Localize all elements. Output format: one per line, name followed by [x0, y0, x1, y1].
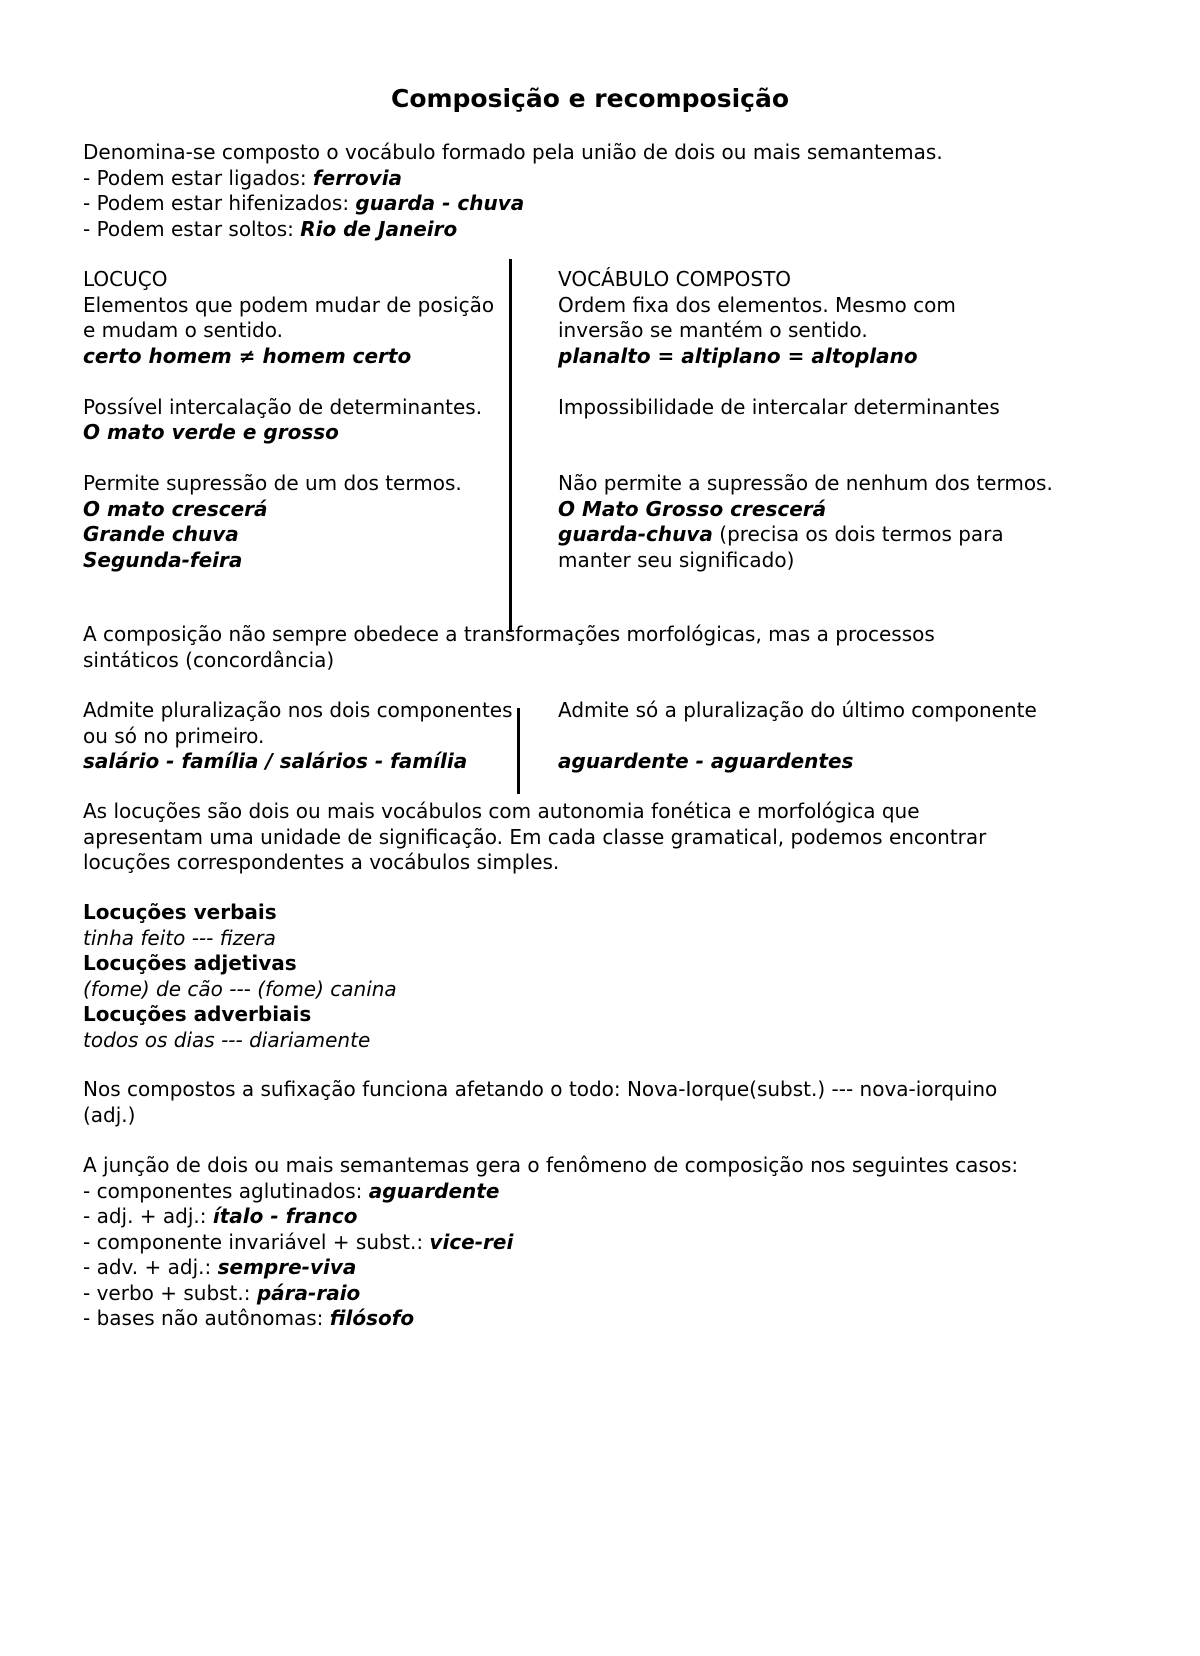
locucao-type-heading: Locuções adjetivas [83, 951, 297, 975]
locucao-type-heading: Locuções adverbiais [83, 1002, 312, 1026]
plural-left-line: Admite pluralização nos dois componentes [83, 698, 513, 722]
intro-item-prefix: - Podem estar hifenizados: [83, 191, 356, 215]
locucao-column [83, 267, 494, 573]
juncao-item [83, 1230, 1018, 1256]
vocabulo-row3-example2-rest: (precisa os dois termos para [712, 522, 1004, 546]
composition-note-line: A composição não sempre obedece a transformações morfológicas, mas a processos [83, 622, 935, 646]
locucao-row2-text: Possível intercalação de determinantes. [83, 394, 483, 419]
plural-divider [517, 708, 520, 794]
intro-item-example: ferrovia [312, 165, 403, 190]
locucoes-list [83, 900, 397, 1053]
vocabulo-row3-example2-line2: manter seu significado) [558, 547, 795, 572]
juncao-item [83, 1204, 1018, 1230]
juncao-item [83, 1255, 1018, 1281]
vocabulo-heading: VOCÁBULO COMPOSTO [558, 267, 792, 291]
plural-left-example: salário - família / salários - família [83, 749, 468, 773]
juncao-item-prefix: - verbo + subst.: [83, 1280, 257, 1305]
juncao-item-prefix: - bases não autônomas: [83, 1306, 330, 1330]
juncao-item [83, 1306, 1018, 1332]
locucao-type-example: tinha feito --- fizera [83, 925, 276, 950]
plural-right-example [558, 749, 1037, 775]
composition-note [83, 622, 935, 673]
vocabulo-composto-column [558, 267, 1053, 573]
locucao-type-example: (fome) de cão --- (fome) canina [83, 976, 397, 1001]
vocabulo-row2-text: Impossibilidade de intercalar determinantes [558, 394, 1000, 419]
juncao-section [83, 1153, 1018, 1332]
juncao-item-prefix: - adv. + adj.: [83, 1255, 218, 1279]
locucao-type-heading: Locuções verbais [83, 900, 277, 924]
locucao-type-example: todos os dias --- diariamente [83, 1027, 371, 1052]
plural-right [558, 698, 1037, 775]
column-divider [509, 259, 512, 632]
vocabulo-row3-text: Não permite a supressão de nenhum dos termos. [558, 471, 1053, 495]
vocabulo-row1-line: inversão se mantém o sentido. [558, 318, 868, 342]
locucao-row1-line: e mudam o sentido. [83, 318, 283, 342]
intro-definition: Denomina-se composto o vocábulo formado pela união de dois ou mais semantemas. [83, 140, 943, 164]
juncao-item-prefix: - componente invariável + subst.: [83, 1229, 430, 1254]
intro-item-example: guarda - chuva [355, 191, 525, 215]
juncao-item-example: filósofo [329, 1306, 415, 1330]
locucao-row3-text: Permite supressão de um dos termos. [83, 471, 462, 495]
juncao-item-prefix: - adj. + adj.: [83, 1204, 213, 1228]
locucao-row1-line: Elementos que podem mudar de posição [83, 292, 495, 317]
locucoes-paragraph [83, 799, 986, 876]
plural-left-line: ou só no primeiro. [83, 723, 265, 748]
locucao-row3-example: Segunda-feira [83, 547, 243, 572]
composition-note-line: sintáticos (concordância) [83, 647, 335, 672]
sufixacao-paragraph [83, 1077, 997, 1128]
locucao-row3-example: O mato crescerá [83, 496, 268, 521]
vocabulo-row1-line: Ordem fixa dos elementos. Mesmo com [558, 292, 956, 317]
locucao-heading: LOCUÇO [83, 267, 168, 291]
juncao-item [83, 1281, 1018, 1307]
sufixacao-line: (adj.) [83, 1102, 136, 1127]
page-title: Composição e recomposição [390, 84, 790, 113]
juncao-item-example: vice-rei [429, 1229, 514, 1254]
juncao-item-example: aguardente [368, 1178, 500, 1203]
locucao-row3-example: Grande chuva [83, 522, 239, 546]
locucoes-paragraph-line: locuções correspondentes a vocábulos simples. [83, 850, 560, 874]
vocabulo-row3-example2-bold: guarda-chuva [558, 522, 713, 546]
vocabulo-row3-example: O Mato Grosso crescerá [558, 496, 827, 521]
intro-item [83, 191, 943, 217]
intro-item [83, 217, 943, 243]
juncao-item-example: sempre-viva [217, 1255, 357, 1279]
intro-section [83, 140, 943, 242]
vocabulo-row1-example: planalto = altiplano = altoplano [558, 343, 918, 368]
intro-item-prefix: - Podem estar ligados: [83, 165, 313, 190]
vocabulo-row3-example2 [558, 522, 1053, 548]
sufixacao-line: Nos compostos a sufixação funciona afetando o todo: Nova-Iorque(subst.) --- nova-iorquino [83, 1077, 998, 1101]
intro-item [83, 166, 943, 192]
locucao-row2-example: O mato verde e grosso [83, 420, 339, 444]
intro-item-prefix: - Podem estar soltos: [83, 216, 301, 241]
plural-left [83, 698, 513, 775]
juncao-intro: A junção de dois ou mais semantemas gera o fenômeno de composição nos seguintes casos: [83, 1153, 1019, 1177]
plural-right-example-text: aguardente - aguardentes [558, 749, 854, 773]
intro-item-example: Rio de Janeiro [300, 216, 458, 241]
locucoes-paragraph-line: As locuções são dois ou mais vocábulos com autonomia fonética e morfológica que [83, 799, 920, 823]
juncao-item-prefix: - componentes aglutinados: [83, 1178, 369, 1203]
juncao-item [83, 1179, 1018, 1205]
locucao-row1-example: certo homem ≠ homem certo [83, 343, 412, 368]
juncao-item-example: ítalo - franco [212, 1204, 358, 1228]
plural-right-text: Admite só a pluralização do último componente [558, 698, 1037, 722]
locucoes-paragraph-line: apresentam uma unidade de significação. Em cada classe gramatical, podemos encontrar [83, 824, 987, 849]
juncao-item-example: pára-raio [256, 1280, 361, 1305]
